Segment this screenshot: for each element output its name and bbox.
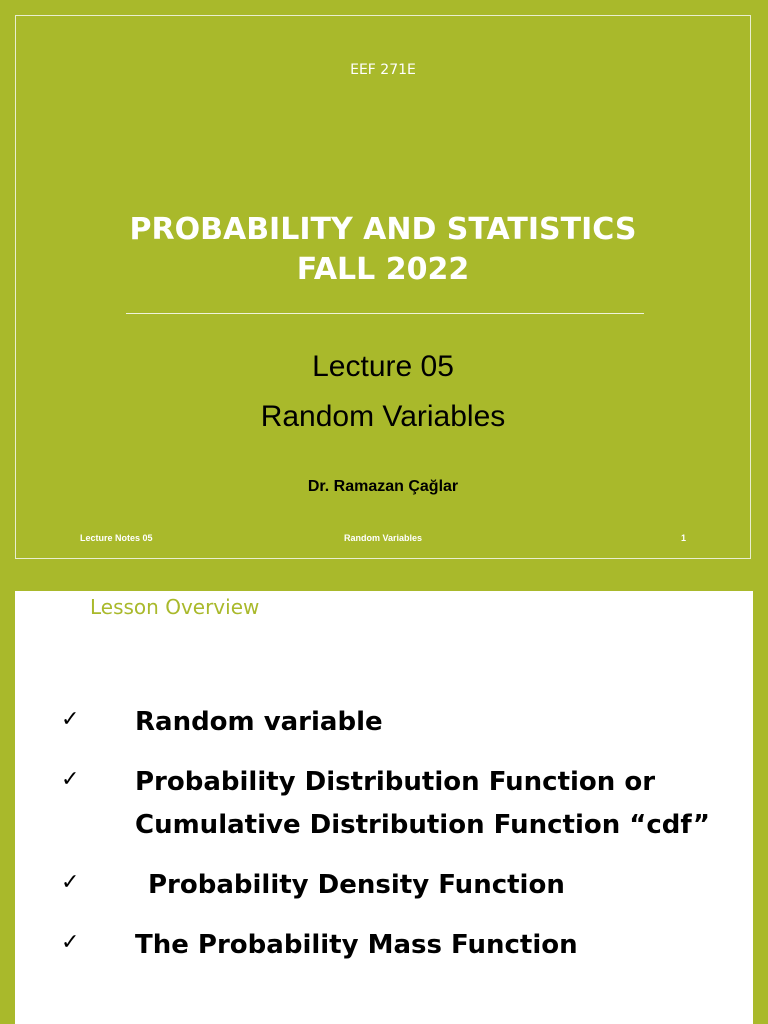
slide-title (16, 210, 750, 290)
footer-page-number: 1 (680, 533, 686, 543)
checkmark-icon: ✓ (61, 767, 80, 792)
slide-title-line-1: PROBABILITY AND STATISTICS (129, 212, 637, 247)
list-item-text-continued: Cumulative Distribution Function “cdf” (135, 810, 710, 840)
overview-slide (15, 591, 753, 1024)
title-slide (15, 15, 751, 559)
instructor-name: Dr. Ramazan Çağlar (307, 478, 459, 495)
list-item-text: The Probability Mass Function (135, 930, 578, 960)
list-item-text: Probability Distribution Function or (135, 767, 656, 797)
checkmark-icon: ✓ (61, 930, 80, 955)
title-divider (126, 313, 644, 314)
list-item-text: Random variable (135, 707, 383, 737)
lecture-topic: Random Variables (260, 400, 506, 433)
footer-topic: Random Variables (343, 533, 423, 543)
checkmark-icon: ✓ (61, 870, 80, 895)
footer-lecture-notes: Lecture Notes 05 (80, 533, 153, 543)
course-code: EEF 271E (350, 62, 416, 78)
lecture-number: Lecture 05 (312, 350, 454, 383)
checkmark-icon: ✓ (61, 707, 80, 732)
slide-title-line-2: FALL 2022 (296, 252, 470, 287)
overview-heading: Lesson Overview (90, 595, 260, 619)
list-item-text: Probability Density Function (148, 870, 565, 900)
